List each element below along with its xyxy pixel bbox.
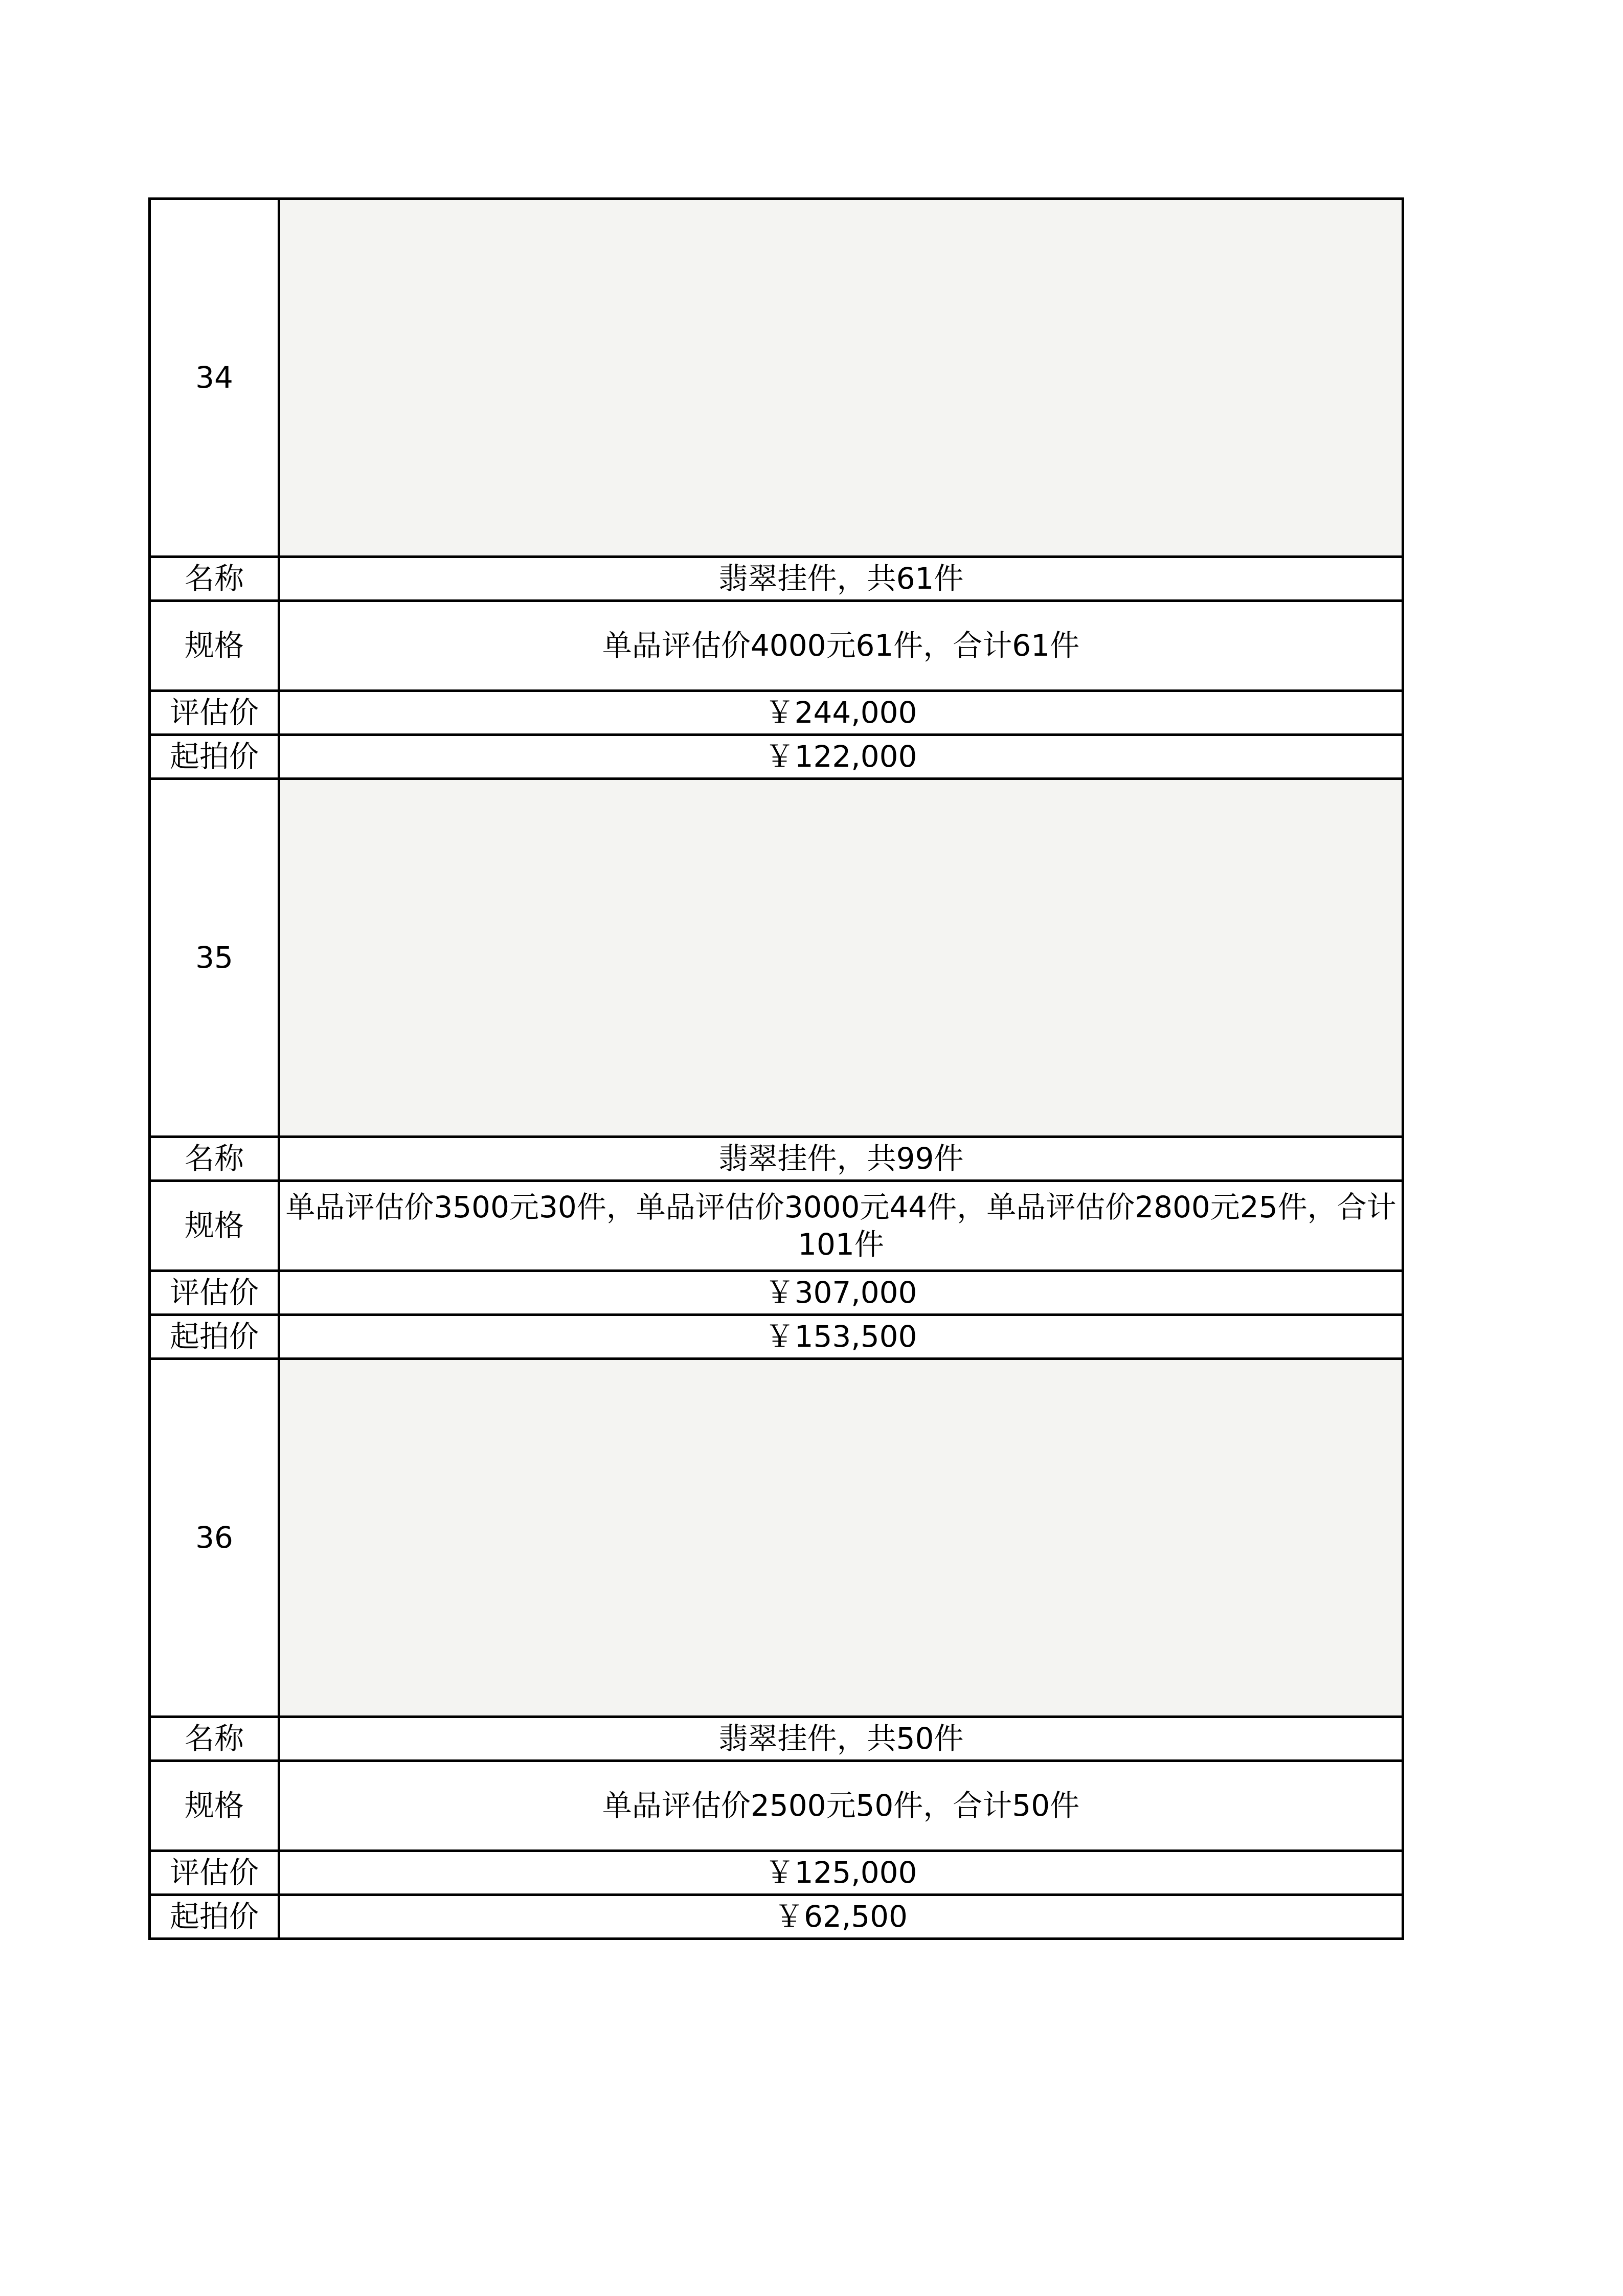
- appraisal-label: 评估价: [150, 1271, 279, 1315]
- spec-label: 规格: [150, 1761, 279, 1851]
- lot-spec: 单品评估价2500元50件，合计50件: [279, 1761, 1403, 1851]
- lot-name-row: [150, 1717, 1403, 1761]
- lot-number: 35: [150, 779, 279, 1137]
- name-label: 名称: [150, 1137, 279, 1181]
- lot-appraisal: ￥307,000: [279, 1271, 1403, 1315]
- lot-appraisal-row: [150, 1851, 1403, 1895]
- start-price-label: 起拍价: [150, 1315, 279, 1359]
- lot-start-price-row: [150, 1315, 1403, 1359]
- lot-photo-grid: [279, 779, 1403, 1137]
- lot-name-row: [150, 1137, 1403, 1181]
- lot-appraisal: ￥244,000: [279, 691, 1403, 735]
- lot-start-price-row: [150, 1895, 1403, 1939]
- lot-spec-row: [150, 1181, 1403, 1271]
- name-label: 名称: [150, 1717, 279, 1761]
- lot-spec: 单品评估价4000元61件，合计61件: [279, 601, 1403, 691]
- lot-name: 翡翠挂件，共99件: [279, 1137, 1403, 1181]
- name-label: 名称: [150, 557, 279, 601]
- lot-appraisal-row: [150, 691, 1403, 735]
- start-price-label: 起拍价: [150, 1895, 279, 1939]
- auction-lots-table: [148, 197, 1404, 1940]
- lot-spec-row: [150, 601, 1403, 691]
- lot-photo-row: [150, 199, 1403, 557]
- lot-start-price-row: [150, 735, 1403, 779]
- appraisal-label: 评估价: [150, 691, 279, 735]
- lot-photo-grid: [279, 199, 1403, 557]
- lot-photo-grid: [279, 1359, 1403, 1717]
- lot-name-row: [150, 557, 1403, 601]
- lot-name: 翡翠挂件，共50件: [279, 1717, 1403, 1761]
- spec-label: 规格: [150, 601, 279, 691]
- lot-start-price: ￥153,500: [279, 1315, 1403, 1359]
- lot-appraisal-row: [150, 1271, 1403, 1315]
- lot-name: 翡翠挂件，共61件: [279, 557, 1403, 601]
- lot-start-price: ￥122,000: [279, 735, 1403, 779]
- lot-start-price: ￥62,500: [279, 1895, 1403, 1939]
- lot-spec: 单品评估价3500元30件，单品评估价3000元44件，单品评估价2800元25件，合计101件: [279, 1181, 1403, 1271]
- lot-spec-row: [150, 1761, 1403, 1851]
- lot-photo-row: [150, 779, 1403, 1137]
- lot-number: 34: [150, 199, 279, 557]
- lot-photo-row: [150, 1359, 1403, 1717]
- spec-label: 规格: [150, 1181, 279, 1271]
- appraisal-label: 评估价: [150, 1851, 279, 1895]
- start-price-label: 起拍价: [150, 735, 279, 779]
- lot-number: 36: [150, 1359, 279, 1717]
- lot-appraisal: ￥125,000: [279, 1851, 1403, 1895]
